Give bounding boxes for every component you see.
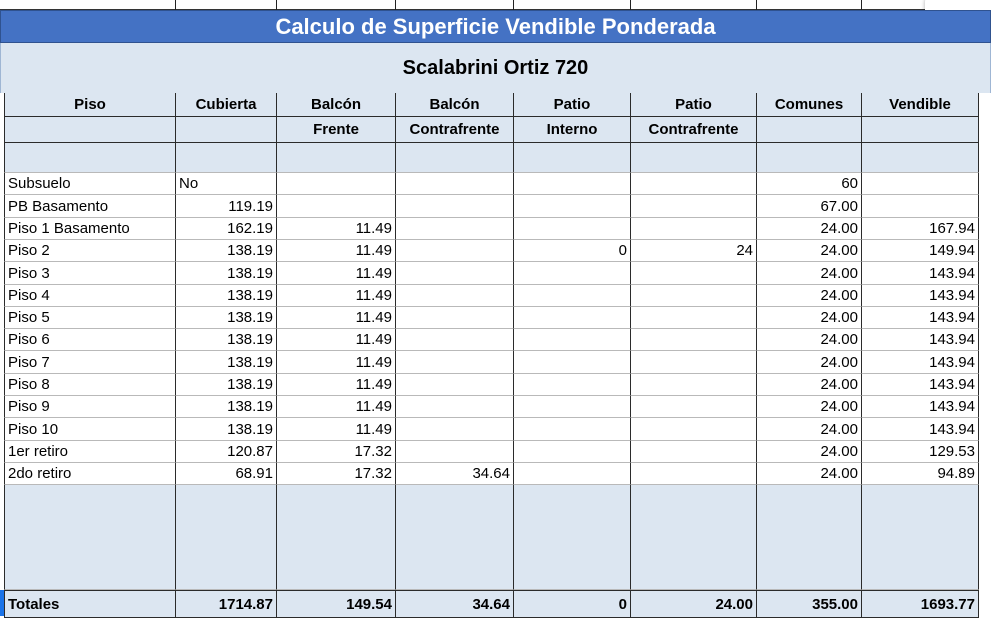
- cell[interactable]: [396, 240, 514, 262]
- totals-row: [0, 590, 991, 618]
- cell[interactable]: 24.00: [757, 218, 862, 240]
- blank-row: [0, 485, 991, 590]
- cell[interactable]: 143.94: [862, 329, 979, 351]
- cell[interactable]: [396, 441, 514, 463]
- cell[interactable]: 120.87: [176, 441, 277, 463]
- cell[interactable]: Piso 2: [4, 240, 176, 262]
- cell[interactable]: 0: [514, 590, 631, 618]
- cell[interactable]: [631, 329, 757, 351]
- cell[interactable]: [396, 374, 514, 396]
- cell[interactable]: [862, 195, 979, 218]
- cell[interactable]: 24.00: [757, 374, 862, 396]
- cell[interactable]: 24.00: [757, 285, 862, 307]
- cell[interactable]: [514, 143, 631, 173]
- cell[interactable]: 24: [631, 240, 757, 262]
- cell[interactable]: 2do retiro: [4, 463, 176, 485]
- cell[interactable]: 119.19: [176, 195, 277, 218]
- cell[interactable]: [514, 262, 631, 285]
- cell[interactable]: [862, 143, 979, 173]
- cell[interactable]: [514, 285, 631, 307]
- cell[interactable]: [631, 262, 757, 285]
- cell[interactable]: Balcón: [396, 93, 514, 117]
- cell[interactable]: [396, 307, 514, 329]
- cell[interactable]: [631, 374, 757, 396]
- table-row: [0, 285, 991, 307]
- cell[interactable]: Cubierta: [176, 93, 277, 117]
- cell[interactable]: [631, 396, 757, 418]
- cell[interactable]: [631, 485, 757, 590]
- cell[interactable]: [514, 195, 631, 218]
- cell[interactable]: [631, 285, 757, 307]
- table-row: [0, 418, 991, 441]
- cell[interactable]: [396, 485, 514, 590]
- table-row: [0, 218, 991, 240]
- table-row: [0, 173, 991, 195]
- cell[interactable]: [277, 173, 396, 195]
- cell[interactable]: [631, 195, 757, 218]
- cell[interactable]: 11.49: [277, 240, 396, 262]
- cell[interactable]: [396, 173, 514, 195]
- cell[interactable]: No: [176, 173, 277, 195]
- cell[interactable]: 138.19: [176, 262, 277, 285]
- cell[interactable]: [514, 329, 631, 351]
- cell[interactable]: Piso: [4, 93, 176, 117]
- cell[interactable]: 138.19: [176, 329, 277, 351]
- cell[interactable]: Subsuelo: [4, 173, 176, 195]
- cell[interactable]: 143.94: [862, 285, 979, 307]
- cell[interactable]: Piso 8: [4, 374, 176, 396]
- cell[interactable]: Piso 3: [4, 262, 176, 285]
- cell[interactable]: [862, 173, 979, 195]
- cell[interactable]: Piso 1 Basamento: [4, 218, 176, 240]
- cell[interactable]: 143.94: [862, 374, 979, 396]
- cell[interactable]: 143.94: [862, 418, 979, 441]
- cell[interactable]: Vendible: [862, 93, 979, 117]
- cell[interactable]: 11.49: [277, 374, 396, 396]
- cell[interactable]: 24.00: [757, 329, 862, 351]
- table-row: [0, 463, 991, 485]
- cell[interactable]: [277, 143, 396, 173]
- cell[interactable]: Piso 9: [4, 396, 176, 418]
- cell[interactable]: [396, 285, 514, 307]
- cell[interactable]: 162.19: [176, 218, 277, 240]
- cell[interactable]: 129.53: [862, 441, 979, 463]
- cell[interactable]: 34.64: [396, 590, 514, 618]
- cell[interactable]: [631, 173, 757, 195]
- cell[interactable]: [277, 195, 396, 218]
- cell[interactable]: 143.94: [862, 351, 979, 374]
- cell[interactable]: [514, 441, 631, 463]
- cell[interactable]: 24.00: [757, 441, 862, 463]
- cell[interactable]: 143.94: [862, 307, 979, 329]
- cell[interactable]: 11.49: [277, 329, 396, 351]
- cell[interactable]: [396, 195, 514, 218]
- cell[interactable]: Balcón: [277, 93, 396, 117]
- cell[interactable]: [631, 463, 757, 485]
- cell[interactable]: [396, 351, 514, 374]
- cell[interactable]: 138.19: [176, 351, 277, 374]
- table-row: [0, 396, 991, 418]
- cell[interactable]: [4, 485, 176, 590]
- cell[interactable]: [514, 351, 631, 374]
- cell[interactable]: Contrafrente: [631, 117, 757, 143]
- cell[interactable]: 167.94: [862, 218, 979, 240]
- cell[interactable]: [4, 143, 176, 173]
- cell[interactable]: [514, 463, 631, 485]
- cell[interactable]: 1714.87: [176, 590, 277, 618]
- cell[interactable]: [176, 117, 277, 143]
- cell[interactable]: [514, 307, 631, 329]
- cell[interactable]: 138.19: [176, 374, 277, 396]
- cell[interactable]: [514, 485, 631, 590]
- cell[interactable]: Piso 10: [4, 418, 176, 441]
- sheet-subtitle: Scalabrini Ortiz 720: [402, 56, 589, 79]
- table-row: [0, 329, 991, 351]
- cell[interactable]: Patio: [514, 93, 631, 117]
- cell[interactable]: [396, 218, 514, 240]
- cell[interactable]: [514, 396, 631, 418]
- cell[interactable]: [396, 396, 514, 418]
- cell[interactable]: [862, 485, 979, 590]
- cell[interactable]: 138.19: [176, 396, 277, 418]
- cell[interactable]: Piso 6: [4, 329, 176, 351]
- cell[interactable]: [514, 418, 631, 441]
- cell[interactable]: [514, 218, 631, 240]
- header-row-2: [0, 117, 991, 143]
- cell[interactable]: [862, 117, 979, 143]
- cell[interactable]: [396, 143, 514, 173]
- cell[interactable]: Piso 4: [4, 285, 176, 307]
- cell[interactable]: [757, 117, 862, 143]
- cell[interactable]: 138.19: [176, 307, 277, 329]
- cell[interactable]: PB Basamento: [4, 195, 176, 218]
- title-cell[interactable]: [0, 10, 991, 43]
- cell[interactable]: [631, 351, 757, 374]
- selection-marker: [0, 590, 4, 616]
- cell[interactable]: 1er retiro: [4, 441, 176, 463]
- cell[interactable]: 11.49: [277, 351, 396, 374]
- cell[interactable]: [4, 117, 176, 143]
- cell[interactable]: 11.49: [277, 307, 396, 329]
- table-row: [0, 262, 991, 285]
- subtitle-cell[interactable]: [0, 43, 991, 93]
- cell[interactable]: 24.00: [757, 262, 862, 285]
- cell[interactable]: [514, 173, 631, 195]
- table-row: [0, 441, 991, 463]
- cell[interactable]: [631, 218, 757, 240]
- cell[interactable]: [176, 485, 277, 590]
- previous-row-strip: [0, 0, 991, 10]
- cell[interactable]: 24.00: [631, 590, 757, 618]
- cell[interactable]: 149.94: [862, 240, 979, 262]
- cell[interactable]: 60: [757, 173, 862, 195]
- cell[interactable]: 143.94: [862, 262, 979, 285]
- table-row: [0, 374, 991, 396]
- cell[interactable]: 149.54: [277, 590, 396, 618]
- cell[interactable]: 11.49: [277, 396, 396, 418]
- sheet-title: Calculo de Superficie Vendible Ponderada: [275, 13, 716, 39]
- cell[interactable]: 355.00: [757, 590, 862, 618]
- cell[interactable]: [396, 418, 514, 441]
- cell[interactable]: 24.00: [757, 418, 862, 441]
- table-row: [0, 307, 991, 329]
- cell[interactable]: 138.19: [176, 285, 277, 307]
- cell[interactable]: 11.49: [277, 285, 396, 307]
- cell[interactable]: Totales: [4, 590, 176, 618]
- cell[interactable]: 0: [514, 240, 631, 262]
- cell[interactable]: 24.00: [757, 463, 862, 485]
- cell[interactable]: 24.00: [757, 396, 862, 418]
- cell[interactable]: 94.89: [862, 463, 979, 485]
- cell[interactable]: [757, 485, 862, 590]
- cell[interactable]: Patio: [631, 93, 757, 117]
- cell[interactable]: 1693.77: [862, 590, 979, 618]
- header-row: [0, 93, 991, 117]
- cell[interactable]: 11.49: [277, 218, 396, 240]
- cell[interactable]: [396, 262, 514, 285]
- cell[interactable]: 11.49: [277, 418, 396, 441]
- cell[interactable]: [631, 418, 757, 441]
- cell[interactable]: Contrafrente: [396, 117, 514, 143]
- cell[interactable]: Frente: [277, 117, 396, 143]
- cell[interactable]: [631, 441, 757, 463]
- table-row: [0, 195, 991, 218]
- cell[interactable]: [514, 374, 631, 396]
- cell[interactable]: Piso 7: [4, 351, 176, 374]
- table-row: [0, 240, 991, 262]
- cell[interactable]: 138.19: [176, 418, 277, 441]
- cell[interactable]: [396, 329, 514, 351]
- cell[interactable]: 24.00: [757, 240, 862, 262]
- cell[interactable]: 24.00: [757, 307, 862, 329]
- table-row: [0, 351, 991, 374]
- cell[interactable]: Piso 5: [4, 307, 176, 329]
- cell[interactable]: 11.49: [277, 262, 396, 285]
- cell[interactable]: 24.00: [757, 351, 862, 374]
- cell[interactable]: 138.19: [176, 240, 277, 262]
- cell[interactable]: 68.91: [176, 463, 277, 485]
- cell[interactable]: 17.32: [277, 441, 396, 463]
- cell[interactable]: 143.94: [862, 396, 979, 418]
- cell[interactable]: [631, 143, 757, 173]
- cell[interactable]: 67.00: [757, 195, 862, 218]
- cell[interactable]: [277, 485, 396, 590]
- cell[interactable]: 34.64: [396, 463, 514, 485]
- blank-row: [0, 143, 991, 173]
- cell[interactable]: 17.32: [277, 463, 396, 485]
- cell[interactable]: [631, 307, 757, 329]
- cell[interactable]: Comunes: [757, 93, 862, 117]
- cell[interactable]: [757, 143, 862, 173]
- cell[interactable]: Interno: [514, 117, 631, 143]
- cell[interactable]: [176, 143, 277, 173]
